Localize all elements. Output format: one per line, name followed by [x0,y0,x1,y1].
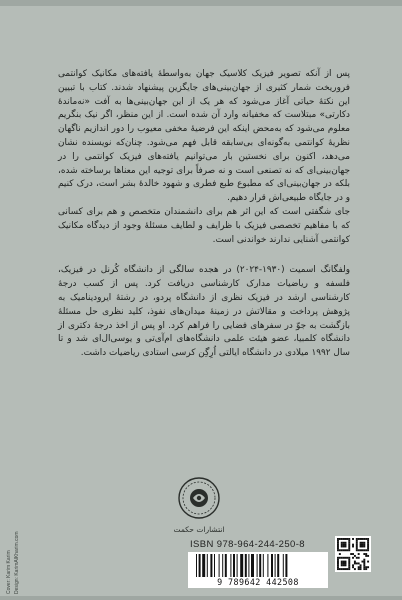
cover-credits [4,532,28,596]
credit-line: Cover: Karim Karim [6,550,12,594]
author-bio-paragraph: ولفگانگ اسمیت (۱۹۳۰-۲۰۲۴) در هجده سالگی از دانشگاه کُرنل در فیزیک، فلسفه و ریاضیات مدارک کارشناسی دریافت کرد. پس از کسب درجهٔ کارشناسی ارشد در فیزیک نظری از دانشگاه پردو، در رشتهٔ ایرودینامیک به پژوهش پرداخت و مقالاتش در زمینهٔ میدان‌های نفوذ، کلید نظری حل مسئلهٔ بازگشت به جوّ در سفرهای فضایی را فراهم کرد. او پس از اخذ درجهٔ دکتری از دانشگاه کلمبیا، عضو هیئت علمی دانشگاه‌های ام‌آی‌تی و یوسی‌ال‌ای شد و تا سال ۱۹۹۲ میلادی در دانشگاه ایالتی اُرِگِن کرسی استادی ریاضیات داشت. [58,265,351,359]
description-paragraph: پس از آنکه تصویر فیزیک کلاسیک جهان به‌واسطهٔ یافته‌های مکانیک کوانتمی فروریخت شمار کثیری از جهان‌بینی‌های جایگزین پیشنهاد شدند. کتاب با تبیین این نکتهٔ حیاتی آغاز می‌شود که هر یک از این جهان‌بینی‌ها به آفت «نه‌ماندهٔ دکارتی» مبتلاست که مخفیانه وارد آن شده است. از این منظر، اگر نیک بنگریم معلوم می‌شود که به‌محض اینکه این فرضیهٔ مخفی معیوب را دور اندازیم ناگهان نظریهٔ کوانتمی به‌گونه‌ای بی‌سابقه قابل فهم می‌شود. چنان‌که نویسنده نشان می‌دهد، اکنون برای نخستین بار می‌توانیم یافته‌های فیزیک کوانتمی را در جهان‌بینی‌ای که نه تصنعی است و نه صرفاً برای توجیه این معناها برساخته شده، بلکه در جهان‌بینی‌ای که مطبوع طبع فطری و شهود خالدهٔ بشر است، درک کنیم و در جایگاه طبیعی‌اش قرار دهیم. [58,69,350,204]
qr-code [335,536,371,572]
description-text [58,68,350,361]
publisher-name: انتشارات حکمت [173,525,225,534]
circular-seal-icon [167,474,231,538]
isbn-text: ISBN 978-964-244-250-8 [190,539,305,550]
credit-line: Design: KarimAlKharim.com [14,531,20,594]
qr-code-icon [335,536,371,572]
description-paragraph: جای شگفتی است که این اثر هم برای دانشمندان متخصص و هم برای کسانی که با مفاهیم تخصصی فیزیک با ظرایف و لطایف مسئلهٔ وجود از دیدگاه مکانیک کوانتمی آشنایی ندارند خواندنی است. [58,206,350,245]
barcode [188,552,328,578]
publisher-logo [167,474,231,538]
barcode-icon [188,552,328,578]
barcode-digits: 9 789642 442508 [188,577,328,588]
